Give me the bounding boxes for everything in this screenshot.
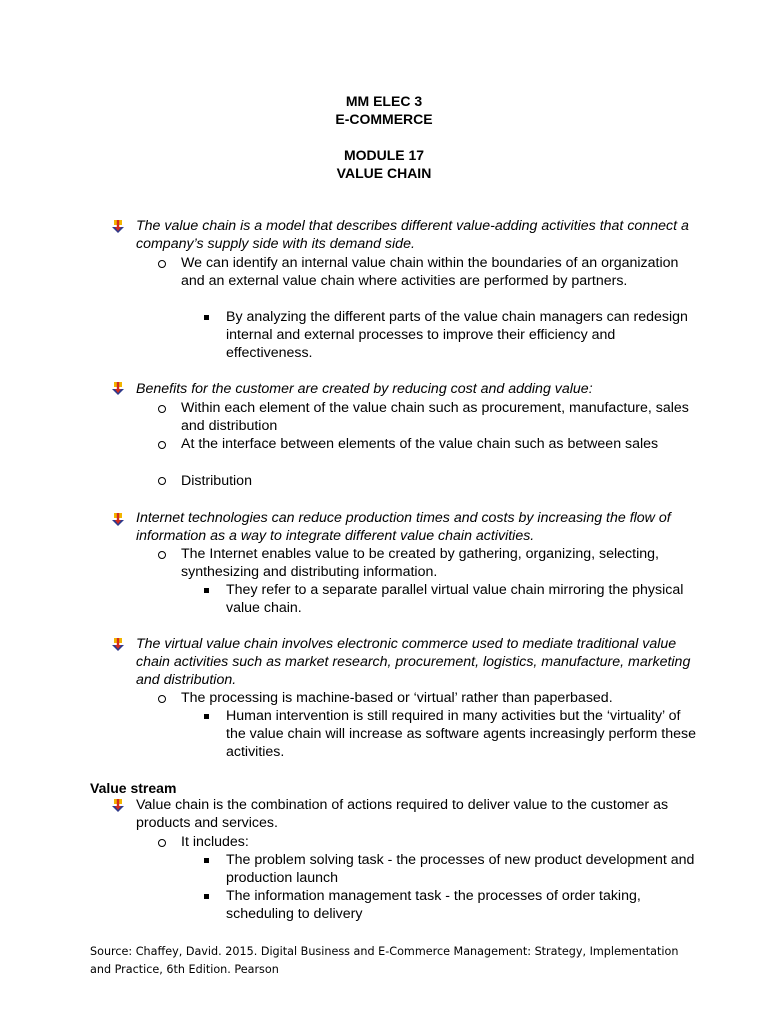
hollow-circle-bullet-icon <box>158 477 166 485</box>
bullet-text: The value chain is a model that describes different value-adding activities that connect a company’s supply side with its demand side. <box>136 218 689 252</box>
sub-bullet-text: At the interface between elements of the value chain such as between sales <box>181 436 659 452</box>
hollow-circle-bullet-icon <box>158 405 166 413</box>
arrow-bullet-icon <box>111 799 125 813</box>
arrow-bullet-icon <box>111 220 125 234</box>
hollow-circle-bullet-icon <box>158 260 166 268</box>
detail-bullet-text: The problem solving task - the processes of new product development and production launch <box>226 852 695 886</box>
sub-bullet-text: The processing is machine-based or ‘virtual’ rather than paperbased. <box>181 690 613 706</box>
bullet-text: Benefits for the customer are created by reducing cost and adding value: <box>136 381 593 397</box>
square-bullet-icon <box>204 894 209 899</box>
square-bullet-icon <box>204 858 209 863</box>
sub-bullet-text: We can identify an internal value chain within the boundaries of an organization and an external value chain where activities are performed by partners. <box>181 255 679 289</box>
module-number: MODULE 17 <box>343 147 425 163</box>
module-topic: VALUE CHAIN <box>336 165 432 181</box>
square-bullet-icon <box>204 315 209 320</box>
square-bullet-icon <box>204 588 209 593</box>
source-citation: Source: Chaffey, David. 2015. Digital Business and E-Commerce Management: Strategy, Implementation and Practice, 6th Edition. Pearson <box>90 945 679 976</box>
hollow-circle-bullet-icon <box>158 695 166 703</box>
sub-bullet-text: It includes: <box>181 834 249 850</box>
hollow-circle-bullet-icon <box>158 441 166 449</box>
arrow-bullet-icon <box>111 513 125 527</box>
detail-bullet-text: Human intervention is still required in many activities but the ‘virtuality’ of the value chain will increase as software agents increasingly perform these activities. <box>226 708 697 760</box>
arrow-bullet-icon <box>111 638 125 652</box>
detail-bullet-text: By analyzing the different parts of the value chain managers can redesign internal and external processes to improve their efficiency and effectiveness. <box>226 309 688 361</box>
sub-bullet-text: Distribution <box>181 473 252 489</box>
bullet-text: Internet technologies can reduce production times and costs by increasing the flow of information as a way to integrate different value chain activities. <box>136 510 671 544</box>
sub-bullet-text: The Internet enables value to be created by gathering, organizing, selecting, synthesizing and distributing information. <box>181 546 659 580</box>
section-heading: Value stream <box>90 780 177 796</box>
subject-title: E-COMMERCE <box>335 111 433 127</box>
square-bullet-icon <box>204 714 209 719</box>
hollow-circle-bullet-icon <box>158 839 166 847</box>
bullet-text: Value chain is the combination of actions required to deliver value to the customer as products and services. <box>136 797 669 831</box>
arrow-bullet-icon <box>111 382 125 396</box>
detail-bullet-text: The information management task - the processes of order taking, scheduling to delivery <box>226 888 641 922</box>
course-code: MM ELEC 3 <box>345 93 423 109</box>
sub-bullet-text: Within each element of the value chain such as procurement, manufacture, sales and distribution <box>181 400 689 434</box>
detail-bullet-text: They refer to a separate parallel virtual value chain mirroring the physical value chain. <box>226 582 684 616</box>
bullet-text: The virtual value chain involves electronic commerce used to mediate traditional value chain activities such as market research, procurement, logistics, manufacture, marketing and distribution. <box>136 636 691 688</box>
hollow-circle-bullet-icon <box>158 551 166 559</box>
